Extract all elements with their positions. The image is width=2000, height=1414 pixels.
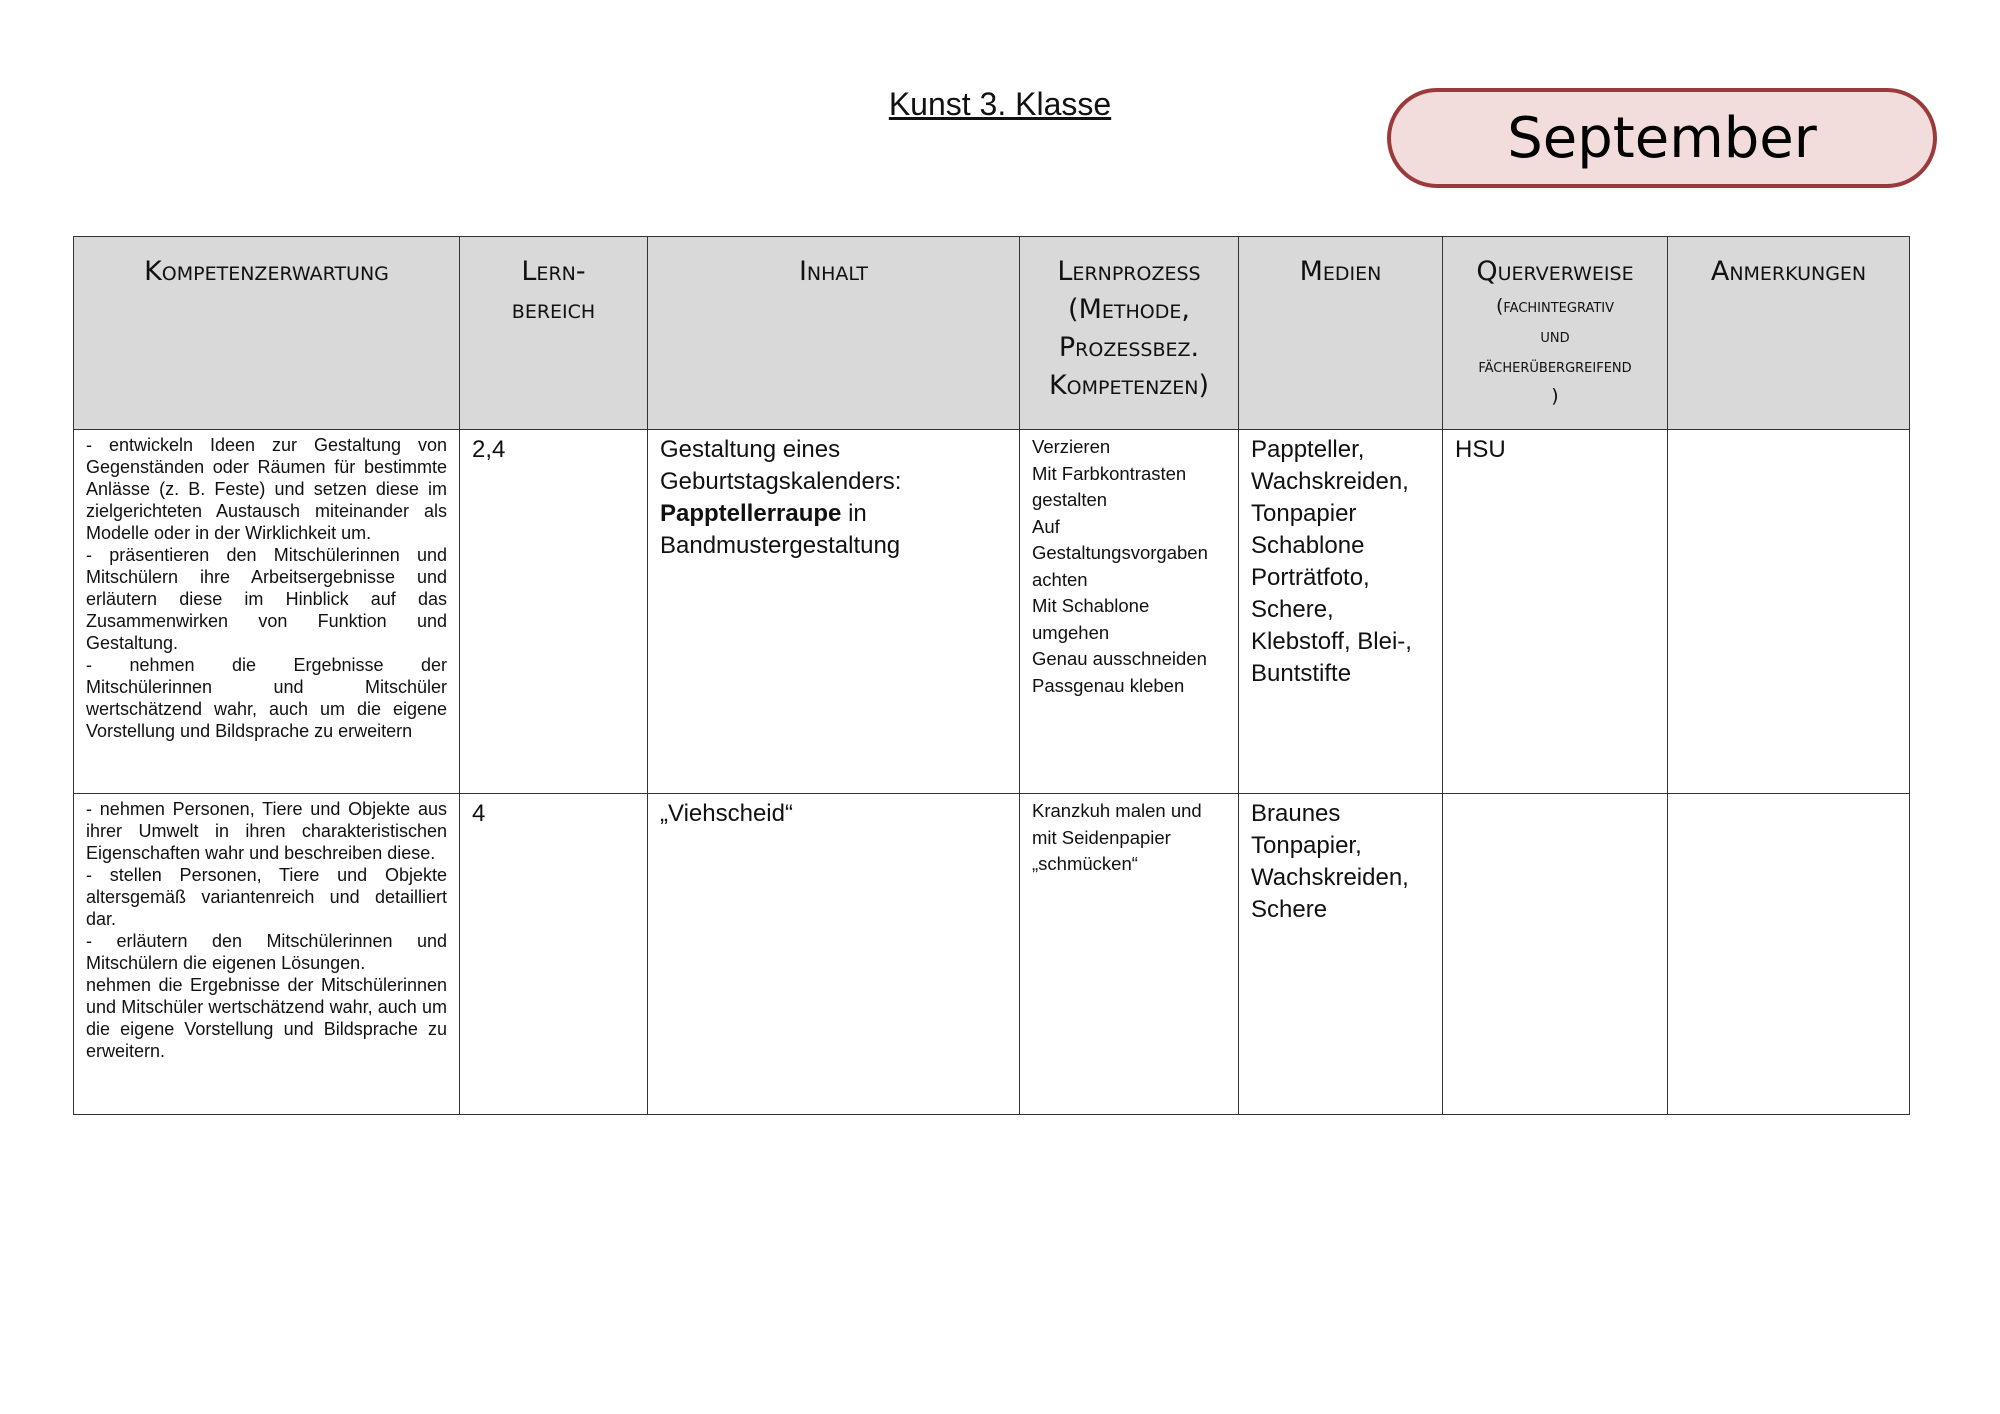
cell-lernbereich: 4 (460, 794, 648, 1115)
cell-lernprozess: Kranzkuh malen und mit Seidenpapier „schmücken“ (1020, 794, 1239, 1115)
header-querverweise: Querverweise (fachintegrativ und fächerübergreifend ) (1443, 237, 1668, 430)
cell-querverweise: HSU (1443, 430, 1668, 794)
document-title: Kunst 3. Klasse (888, 86, 1112, 122)
header-lernprozess: Lernprozess (Methode, Prozessbez. Kompetenzen) (1020, 237, 1239, 430)
lesson-plan-table (73, 236, 1910, 1115)
cell-querverweise (1443, 794, 1668, 1115)
table-row (74, 430, 1910, 794)
header-inhalt: Inhalt (648, 237, 1020, 430)
month-label: September (1507, 105, 1817, 171)
table-row (74, 794, 1910, 1115)
cell-lernprozess: Verzieren Mit Farbkontrasten gestalten Auf Gestaltungsvorgaben achten Mit Schablone umgehen Genau ausschneiden Passgenau kleben (1020, 430, 1239, 794)
header-medien: Medien (1239, 237, 1443, 430)
cell-inhalt: „Viehscheid“ (648, 794, 1020, 1115)
cell-anmerkungen (1668, 794, 1910, 1115)
header-anmerkungen: Anmerkungen (1668, 237, 1910, 430)
cell-kompetenzerwartung: - nehmen Personen, Tiere und Objekte aus ihrer Umwelt in ihren charakteristischen Eigenschaften wahr und beschreiben diese. - stellen Personen, Tiere und Objekte altersgemäß variantenreich und detailliert dar. - erläutern den Mitschülerinnen und Mitschülern die eigenen Lösungen. nehmen die Ergebnisse der Mitschülerinnen und Mitschüler wertschätzend wahr, auch um die eigene Vorstellung und Bildsprache zu erweitern. (74, 794, 460, 1115)
cell-lernbereich: 2,4 (460, 430, 648, 794)
header-lernbereich: Lern- bereich (460, 237, 648, 430)
header-kompetenzerwartung: Kompetenzerwartung (74, 237, 460, 430)
cell-anmerkungen (1668, 430, 1910, 794)
cell-medien: Braunes Tonpapier, Wachskreiden, Schere (1239, 794, 1443, 1115)
cell-inhalt: Gestaltung eines Geburtstagskalenders: Papptellerraupe in Bandmustergestaltung (648, 430, 1020, 794)
table-header-row (74, 237, 1910, 430)
month-badge (1387, 88, 1937, 188)
cell-kompetenzerwartung: - entwickeln Ideen zur Gestaltung von Gegenständen oder Räumen für bestimmte Anlässe (z. B. Feste) und setzen diese im zielgerichteten Austausch miteinander als Modelle oder in der Wirklichkeit um. - präsentieren den Mitschülerinnen und Mitschülern ihre Arbeitsergebnisse und erläutern diese im Hinblick auf das Zusammenwirken von Funktion und Gestaltung. - nehmen die Ergebnisse der Mitschülerinnen und Mitschüler wertschätzend wahr, auch um die eigene Vorstellung und Bildsprache zu erweitern (74, 430, 460, 794)
cell-medien: Pappteller, Wachskreiden, Tonpapier Schablone Porträtfoto, Schere, Klebstoff, Blei-, Buntstifte (1239, 430, 1443, 794)
